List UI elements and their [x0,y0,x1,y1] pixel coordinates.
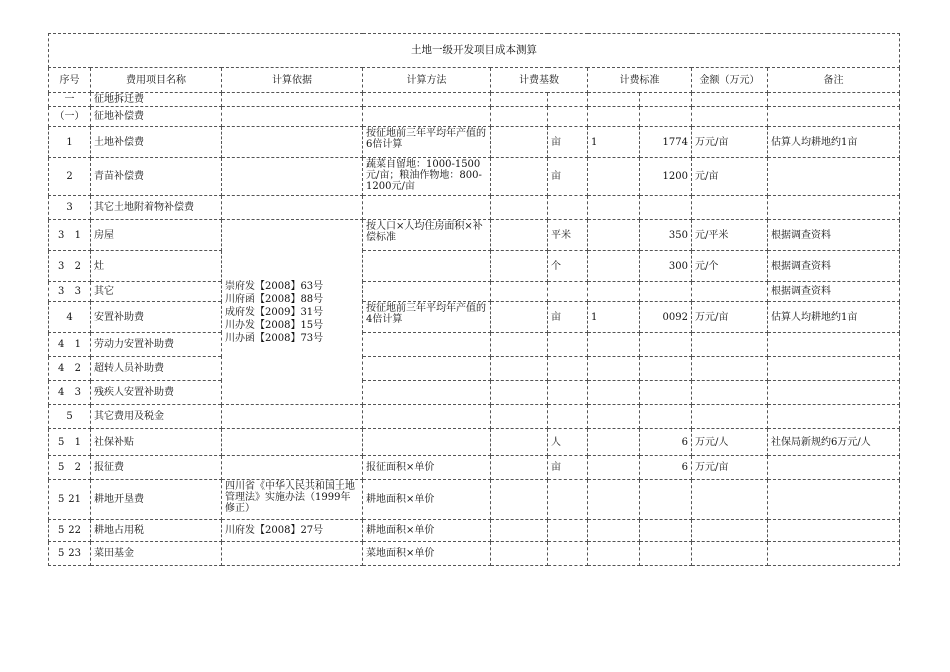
note [768,357,900,381]
basis: 川府发【2008】27号 [222,520,363,542]
method: 按征地前三年平均年产值的6倍计算 [363,127,491,158]
standard-unit: 万元/亩 [695,136,729,148]
header-amount: 金额（万元） [692,68,768,93]
basis [222,542,363,566]
row-number-minor: 21 [68,494,81,505]
standard-lead [588,333,640,357]
row-number [49,520,91,542]
amount [692,251,768,282]
standard-value: 1200 [640,158,692,196]
base-quantity [491,282,548,302]
item-name: 土地补偿费 [91,127,222,158]
note [768,196,900,220]
standard-lead [588,251,640,282]
note: 根据调查资料 [768,251,900,282]
item-name: 安置补助费 [91,302,222,333]
base-unit [548,93,588,107]
standard-value: 300 [640,251,692,282]
table-row [49,302,900,333]
standard-lead: 1 [588,127,640,158]
row-number-minor: 3 [74,387,81,398]
standard-lead [588,107,640,127]
method [363,405,491,429]
amount [692,333,768,357]
basis-line: 川府函【2008】88号 [225,293,324,305]
standard-value: 0092 [640,302,692,333]
base-unit [548,542,588,566]
basis-line: 成府发【2009】31号 [225,306,324,318]
row-number-major: 3 [58,286,65,297]
table-row [49,542,900,566]
row-number [49,282,91,302]
standard-value: 6 [640,456,692,480]
note [768,456,900,480]
note [768,333,900,357]
base-unit [548,381,588,405]
note [768,158,900,196]
header-standard: 计费标准 [588,68,692,93]
row-number-major: 5 [58,525,65,536]
amount [692,480,768,520]
base-unit: 亩 [548,456,588,480]
row-number: 2 [49,158,91,196]
table-row [49,480,900,520]
standard-value [640,405,692,429]
base-unit [548,520,588,542]
base-quantity [491,405,548,429]
item-name: 超转人员补助费 [91,357,222,381]
base-unit: 亩 [548,302,588,333]
base-unit [548,107,588,127]
basis [222,429,363,456]
standard-lead [588,381,640,405]
standard-lead [588,158,640,196]
note [768,381,900,405]
row-number-minor: 1 [74,339,81,350]
item-name: 其它 [91,282,222,302]
row-number-major: 4 [58,387,65,398]
standard-unit: 万元/亩 [695,462,729,473]
row-number [49,456,91,480]
amount [692,456,768,480]
header-item: 费用项目名称 [91,68,222,93]
base-unit: 亩 [548,158,588,196]
header-method: 计算方法 [363,68,491,93]
table-row [49,333,900,357]
method: 按征地前三年平均年产值的4倍计算 [363,302,491,333]
base-unit [548,333,588,357]
method [363,93,491,107]
row-number-minor: 23 [68,548,81,559]
spreadsheet [48,33,900,566]
base-quantity [491,158,548,196]
item-name: 残疾人安置补助费 [91,381,222,405]
method [363,196,491,220]
note: 根据调查资料 [768,220,900,251]
standard-value: 1774 [640,127,692,158]
method [363,333,491,357]
standard-value [640,107,692,127]
method: 耕地面积×单价 [363,520,491,542]
base-quantity [491,429,548,456]
table-row [49,220,900,251]
row-number-major: 4 [58,339,65,350]
header-basis: 计算依据 [222,68,363,93]
method [363,282,491,302]
row-number [49,333,91,357]
standard-value [640,93,692,107]
amount [692,93,768,107]
table-body [49,93,900,566]
base-quantity [491,381,548,405]
row-number-minor: 2 [74,363,81,374]
row-number-major: 3 [58,229,65,241]
base-unit [548,282,588,302]
base-unit: 人 [548,429,588,456]
base-quantity [491,127,548,158]
standard-unit: 元/亩 [695,171,719,182]
basis [222,107,363,127]
item-name: 征地补偿费 [91,107,222,127]
row-number-major: 5 [58,548,65,559]
amount [692,282,768,302]
amount [692,542,768,566]
basis [222,158,363,196]
row-number [49,381,91,405]
basis [222,405,363,429]
table-row [49,357,900,381]
standard-lead [588,220,640,251]
method [363,381,491,405]
base-quantity [491,107,548,127]
standard-lead [588,520,640,542]
standard-lead [588,456,640,480]
row-number-minor: 1 [74,229,81,241]
item-name: 菜田基金 [91,542,222,566]
standard-value: 6 [640,429,692,456]
row-number [49,429,91,456]
standard-lead [588,429,640,456]
row-number-minor: 22 [68,525,81,536]
standard-unit: 元/个 [695,260,719,272]
amount [692,127,768,158]
item-name: 征地拆迁费 [91,93,222,107]
standard-lead [588,357,640,381]
row-number-major: 5 [58,436,65,448]
header-no: 序号 [49,68,91,93]
row-number: 一 [49,93,91,107]
row-number-major: 5 [58,462,65,473]
amount [692,158,768,196]
method [363,251,491,282]
note [768,542,900,566]
amount [692,429,768,456]
amount [692,107,768,127]
sheet-title: 土地一级开发项目成本测算 [49,34,900,68]
item-name: 其它费用及税金 [91,405,222,429]
amount [692,357,768,381]
row-number-minor: 2 [74,260,81,272]
table-row [49,520,900,542]
standard-lead [588,93,640,107]
base-quantity [491,456,548,480]
header-base: 计费基数 [491,68,588,93]
base-unit [548,405,588,429]
table-row [49,282,900,302]
standard-value: 350 [640,220,692,251]
amount [692,381,768,405]
note: 估算人均耕地约1亩 [768,302,900,333]
basis-line: 川办函【2008】73号 [225,332,324,344]
table-row [49,93,900,107]
item-name: 灶 [91,251,222,282]
note [768,405,900,429]
base-unit: 平米 [548,220,588,251]
base-quantity [491,251,548,282]
method [363,107,491,127]
standard-value [640,196,692,220]
table-row [49,196,900,220]
basis: 四川省《中华人民共和国土地管理法》实施办法（1999年修正） [222,480,363,520]
basis-line: 崇府发【2008】63号 [225,280,324,292]
base-unit [548,196,588,220]
row-number [49,480,91,520]
base-quantity [491,333,548,357]
item-name: 耕地开垦费 [91,480,222,520]
note [768,480,900,520]
note: 根据调查资料 [768,282,900,302]
table-row [49,127,900,158]
row-number-major: 4 [58,363,65,374]
method: 耕地面积×单价 [363,480,491,520]
base-quantity [491,480,548,520]
row-number-minor: 1 [74,436,81,448]
table-row [49,381,900,405]
item-name: 房屋 [91,220,222,251]
standard-unit: 万元/亩 [695,311,729,323]
method [363,357,491,381]
row-number [49,357,91,381]
header-row [49,68,900,93]
base-quantity [491,93,548,107]
row-number-minor: 3 [74,286,81,297]
base-unit [548,357,588,381]
base-unit: 亩 [548,127,588,158]
row-number [49,251,91,282]
standard-value [640,357,692,381]
item-name: 劳动力安置补助费 [91,333,222,357]
row-number-minor: 2 [74,462,81,473]
item-name: 报征费 [91,456,222,480]
row-number: （一） [49,107,91,127]
row-number: 5 [49,405,91,429]
base-quantity [491,302,548,333]
table-row [49,405,900,429]
basis [222,196,363,220]
table-row [49,158,900,196]
amount [692,405,768,429]
amount [692,196,768,220]
base-unit [548,480,588,520]
amount [692,220,768,251]
row-number [49,542,91,566]
standard-lead [588,542,640,566]
row-number [49,220,91,251]
standard-lead [588,282,640,302]
standard-lead [588,405,640,429]
method: 报征面积×单价 [363,456,491,480]
standard-value [640,520,692,542]
method: 菜地面积×单价 [363,542,491,566]
method: 按人口×人均住房面积×补偿标准 [363,220,491,251]
row-number-major: 5 [58,494,65,505]
standard-value [640,333,692,357]
row-number: 4 [49,302,91,333]
standard-value [640,381,692,405]
standard-value [640,480,692,520]
standard-lead [588,196,640,220]
note [768,520,900,542]
standard-lead: 1 [588,302,640,333]
row-number: 1 [49,127,91,158]
item-name: 青苗补偿费 [91,158,222,196]
item-name: 耕地占用税 [91,520,222,542]
header-note: 备注 [768,68,900,93]
standard-value [640,282,692,302]
table-row [49,456,900,480]
table-row [49,107,900,127]
base-quantity [491,196,548,220]
table-row [49,429,900,456]
cost-table [48,33,900,566]
basis-merged [222,220,363,405]
standard-value [640,542,692,566]
amount [692,302,768,333]
basis [222,456,363,480]
base-quantity [491,220,548,251]
base-quantity [491,357,548,381]
base-unit: 个 [548,251,588,282]
item-name: 社保补贴 [91,429,222,456]
row-number: 3 [49,196,91,220]
note [768,93,900,107]
item-name: 其它土地附着物补偿费 [91,196,222,220]
standard-unit: 万元/人 [695,436,729,448]
base-quantity [491,542,548,566]
standard-unit: 元/平米 [695,229,729,241]
method: 蔬菜自留地：1000-1500元/亩；粮油作物地：800-1200元/亩 [363,158,491,196]
standard-lead [588,480,640,520]
basis [222,127,363,158]
method [363,429,491,456]
table-row [49,251,900,282]
basis [222,93,363,107]
row-number-major: 3 [58,260,65,272]
basis-line: 川办发【2008】15号 [225,319,324,331]
note [768,107,900,127]
amount [692,520,768,542]
note: 社保局新规约6万元/人 [768,429,900,456]
note: 估算人均耕地约1亩 [768,127,900,158]
base-quantity [491,520,548,542]
